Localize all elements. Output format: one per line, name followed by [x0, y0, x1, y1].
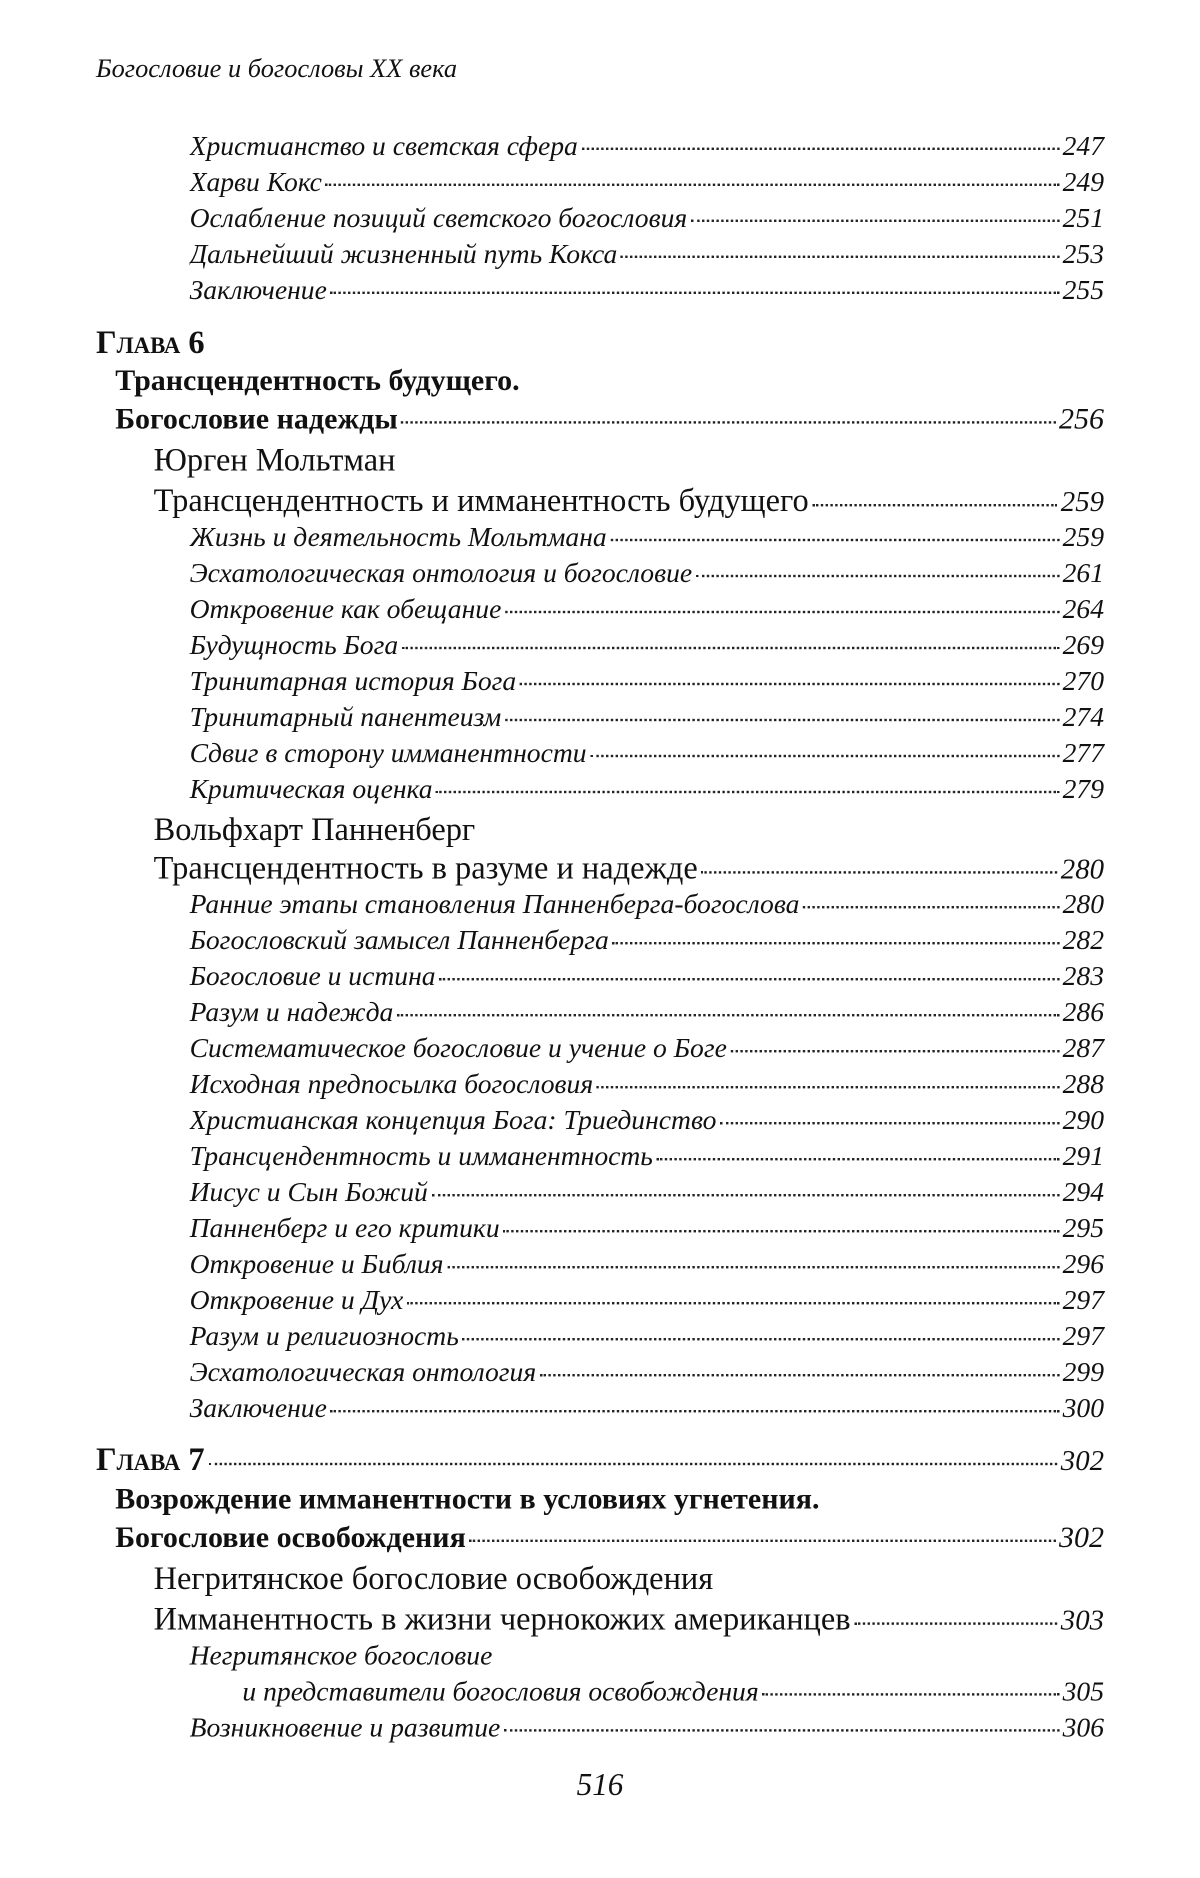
toc-entry[interactable]: [190, 520, 1104, 556]
toc-entry-title: Эсхатологическая онтология: [189, 1357, 537, 1388]
toc-entry[interactable]: [190, 959, 1104, 995]
toc-entry[interactable]: [190, 887, 1104, 923]
toc-section-entry[interactable]: [154, 1598, 1104, 1639]
dot-leader: [330, 292, 1059, 294]
toc-entry-title: Будущность Бога: [189, 630, 399, 660]
toc-entry-title: Панненберг и его критики: [189, 1213, 500, 1244]
page-number: 516: [576, 1767, 624, 1803]
toc-entry[interactable]: [190, 128, 1104, 164]
toc-entry[interactable]: [190, 556, 1104, 592]
toc-entry[interactable]: [190, 1067, 1104, 1103]
toc-entry-page: 280: [1062, 889, 1104, 920]
toc-entry-page: 283: [1062, 961, 1104, 992]
dot-leader: [505, 611, 1059, 613]
toc-entry-page: 259: [1060, 487, 1104, 519]
toc-entry-title: Богословский замысел Панненберга: [189, 925, 609, 956]
toc-entry-page: 255: [1062, 274, 1104, 305]
toc-entry-page: 264: [1062, 594, 1104, 624]
toc-entry-title: Тринитарный панентеизм: [189, 702, 502, 732]
chapter-7-heading[interactable]: [96, 1439, 1104, 1480]
toc-entry-page: 291: [1062, 1141, 1104, 1172]
toc-entry-page: 277: [1062, 738, 1104, 768]
toc-entry-title: Трансцендентность и имманентность будущего: [153, 482, 809, 519]
dot-leader: [208, 1463, 1057, 1465]
toc-entry[interactable]: [190, 164, 1104, 200]
toc-entry[interactable]: [190, 1710, 1104, 1746]
toc-entry-title: Систематическое богословие и учение о Боге: [189, 1033, 727, 1064]
dot-leader: [469, 1540, 1055, 1542]
dot-leader: [503, 1230, 1059, 1232]
toc-entry-title: Христианская концепция Бога: Триединство: [189, 1105, 717, 1136]
dot-leader: [656, 1158, 1059, 1160]
toc-entry-title: Богословие освобождения: [115, 1521, 466, 1555]
dot-leader: [621, 256, 1059, 258]
toc-entry-page: 297: [1062, 1321, 1104, 1352]
toc-entry-title: Тринитарная история Бога: [189, 666, 517, 696]
author-heading: Вольфхарт Панненберг: [153, 811, 476, 848]
toc-entry[interactable]: [190, 700, 1104, 736]
toc-entry-page: 247: [1062, 130, 1104, 161]
toc-section-entry[interactable]: [154, 480, 1104, 521]
toc-entry-page: 269: [1062, 630, 1104, 660]
toc-entry[interactable]: [190, 995, 1104, 1031]
toc-entry-page: 261: [1062, 558, 1104, 588]
toc-entry[interactable]: [190, 628, 1104, 664]
toc-entry[interactable]: [190, 1139, 1104, 1175]
dot-leader: [803, 906, 1059, 908]
toc-entry[interactable]: [190, 923, 1104, 959]
toc-entry-title: Заключение: [189, 274, 327, 305]
toc-entry-page: 303: [1060, 1605, 1104, 1637]
toc-entry-title: Откровение и Дух: [189, 1285, 404, 1316]
toc-entry-page: 251: [1062, 202, 1104, 233]
toc-entry[interactable]: [190, 1391, 1104, 1427]
dot-leader: [520, 683, 1059, 685]
toc-entry-title: Сдвиг в сторону имманентности: [189, 738, 587, 768]
dot-leader: [696, 575, 1059, 577]
toc-entry-title: Трансцендентность в разуме и надежде: [153, 849, 698, 886]
toc-entry-page: 295: [1062, 1213, 1104, 1244]
toc-entry-page: 249: [1062, 166, 1104, 197]
toc-entry[interactable]: [190, 1031, 1104, 1067]
dot-leader: [610, 539, 1059, 541]
toc-entry-page: 306: [1062, 1712, 1104, 1743]
dot-leader: [397, 1014, 1059, 1016]
dot-leader: [436, 791, 1059, 793]
toc-entry[interactable]: [190, 1355, 1104, 1391]
dot-leader: [447, 1266, 1059, 1268]
toc-entry-title: Богословие и истина: [189, 961, 436, 992]
toc-entry-page: 294: [1062, 1177, 1104, 1208]
toc-entry-page: 305: [1062, 1676, 1104, 1707]
dot-leader: [504, 1729, 1059, 1731]
toc-entry-title: Харви Кокс: [189, 166, 322, 197]
toc-entry-page: 274: [1062, 702, 1104, 732]
toc-entry-title: Богословие надежды: [115, 403, 398, 436]
chapter-6-title-entry[interactable]: [115, 401, 1104, 439]
chapter-6-title-line1: Трансцендентность будущего.: [115, 364, 520, 398]
toc-entry[interactable]: [190, 664, 1104, 700]
section-heading: Негритянское богословие освобождения: [153, 1560, 714, 1597]
author-heading: Юрген Мольтман: [153, 441, 396, 478]
toc-entry-page: 259: [1062, 522, 1104, 552]
toc-entry-title: Разум и надежда: [189, 997, 394, 1028]
toc-entry-title-line1[interactable]: Негритянское богословие: [189, 1640, 493, 1671]
toc-entry-page: 296: [1062, 1249, 1104, 1280]
dot-leader: [762, 1693, 1059, 1695]
toc-entry[interactable]: [242, 1674, 1104, 1710]
toc-entry[interactable]: [190, 1175, 1104, 1211]
toc-entry[interactable]: [190, 736, 1104, 772]
chapter-7-title-entry[interactable]: [115, 1519, 1104, 1557]
toc-entry-title: Ранние этапы становления Панненберга-богослова: [189, 889, 800, 920]
toc-entry-page: 300: [1062, 1393, 1104, 1424]
toc-entry-title: Ослабление позиций светского богословия: [189, 202, 688, 233]
toc-entry-page: 256: [1059, 403, 1104, 436]
dot-leader: [505, 719, 1059, 721]
toc-entry-page: 290: [1062, 1105, 1104, 1136]
toc-entry-page: 288: [1062, 1069, 1104, 1100]
chapter-label: Глава 6: [96, 324, 205, 360]
dot-leader: [407, 1302, 1059, 1304]
toc-entry-title: Имманентность в жизни чернокожих американцев: [153, 1600, 851, 1637]
dot-leader: [330, 1410, 1059, 1412]
toc-entry[interactable]: [190, 1319, 1104, 1355]
toc-entry[interactable]: [190, 200, 1104, 236]
toc-section-entry[interactable]: [154, 847, 1104, 888]
dot-leader: [439, 978, 1059, 980]
chapter-6-heading[interactable]: [96, 322, 205, 363]
dot-leader: [540, 1374, 1059, 1376]
toc-entry[interactable]: [190, 272, 1104, 308]
toc-entry-page: 270: [1062, 666, 1104, 696]
toc-entry-title: и представители богословия освобождения: [242, 1676, 759, 1707]
toc-entry-page: 286: [1062, 997, 1104, 1028]
dot-leader: [854, 1622, 1057, 1624]
toc-entry[interactable]: [190, 772, 1104, 808]
toc-entry-page: 302: [1060, 1446, 1104, 1478]
toc-entry-title: Откровение и Библия: [189, 1249, 444, 1280]
toc-entry-page: 253: [1062, 238, 1104, 269]
toc-entry-title: Трансцендентность и имманентность: [189, 1141, 653, 1172]
dot-leader: [812, 504, 1057, 506]
chapter-label: Глава 7: [96, 1441, 205, 1478]
toc-entry-title: Критическая оценка: [189, 774, 433, 805]
dot-leader: [691, 220, 1059, 222]
dot-leader: [401, 421, 1055, 423]
toc-entry-title: Возникновение и развитие: [189, 1712, 501, 1743]
dot-leader: [590, 755, 1059, 757]
toc-entry-page: 299: [1062, 1357, 1104, 1388]
dot-leader: [402, 647, 1059, 649]
toc-entry-title: Откровение как обещание: [189, 594, 502, 624]
toc-entry-title: Заключение: [189, 1393, 327, 1424]
toc-entry-page: 279: [1062, 774, 1104, 805]
dot-leader: [581, 148, 1059, 150]
toc-entry-title: Христианство и светская сфера: [189, 130, 578, 161]
dot-leader: [431, 1194, 1059, 1196]
toc-entry[interactable]: [190, 1247, 1104, 1283]
toc-entry-page: 282: [1062, 925, 1104, 956]
toc-entry-title: Иисус и Сын Божий: [189, 1177, 428, 1208]
dot-leader: [720, 1122, 1059, 1124]
dot-leader: [701, 871, 1057, 873]
toc-entry-page: 287: [1062, 1033, 1104, 1064]
toc-entry-title: Дальнейший жизненный путь Кокса: [189, 238, 618, 269]
toc-entry-page: 280: [1060, 854, 1104, 886]
dot-leader: [612, 942, 1059, 944]
toc-entry-title: Эсхатологическая онтология и богословие: [189, 558, 693, 588]
toc-entry-page: 302: [1059, 1521, 1104, 1555]
toc-entry[interactable]: [190, 236, 1104, 272]
dot-leader: [597, 1086, 1059, 1088]
running-header: Богословие и богословы XX века: [96, 52, 458, 83]
toc-entry[interactable]: [190, 1283, 1104, 1319]
dot-leader: [730, 1050, 1059, 1052]
toc-entry[interactable]: [190, 1211, 1104, 1247]
chapter-7-title-line1: Возрождение имманентности в условиях угнетения.: [115, 1483, 820, 1516]
toc-entry[interactable]: [190, 592, 1104, 628]
toc-entry-page: 297: [1062, 1285, 1104, 1316]
toc-entry-title: Разум и религиозность: [189, 1321, 459, 1352]
dot-leader: [462, 1338, 1059, 1340]
dot-leader: [326, 184, 1059, 186]
toc-entry[interactable]: [190, 1103, 1104, 1139]
toc-entry-title: Жизнь и деятельность Мольтмана: [189, 522, 607, 552]
toc-entry-title: Исходная предпосылка богословия: [189, 1069, 594, 1100]
